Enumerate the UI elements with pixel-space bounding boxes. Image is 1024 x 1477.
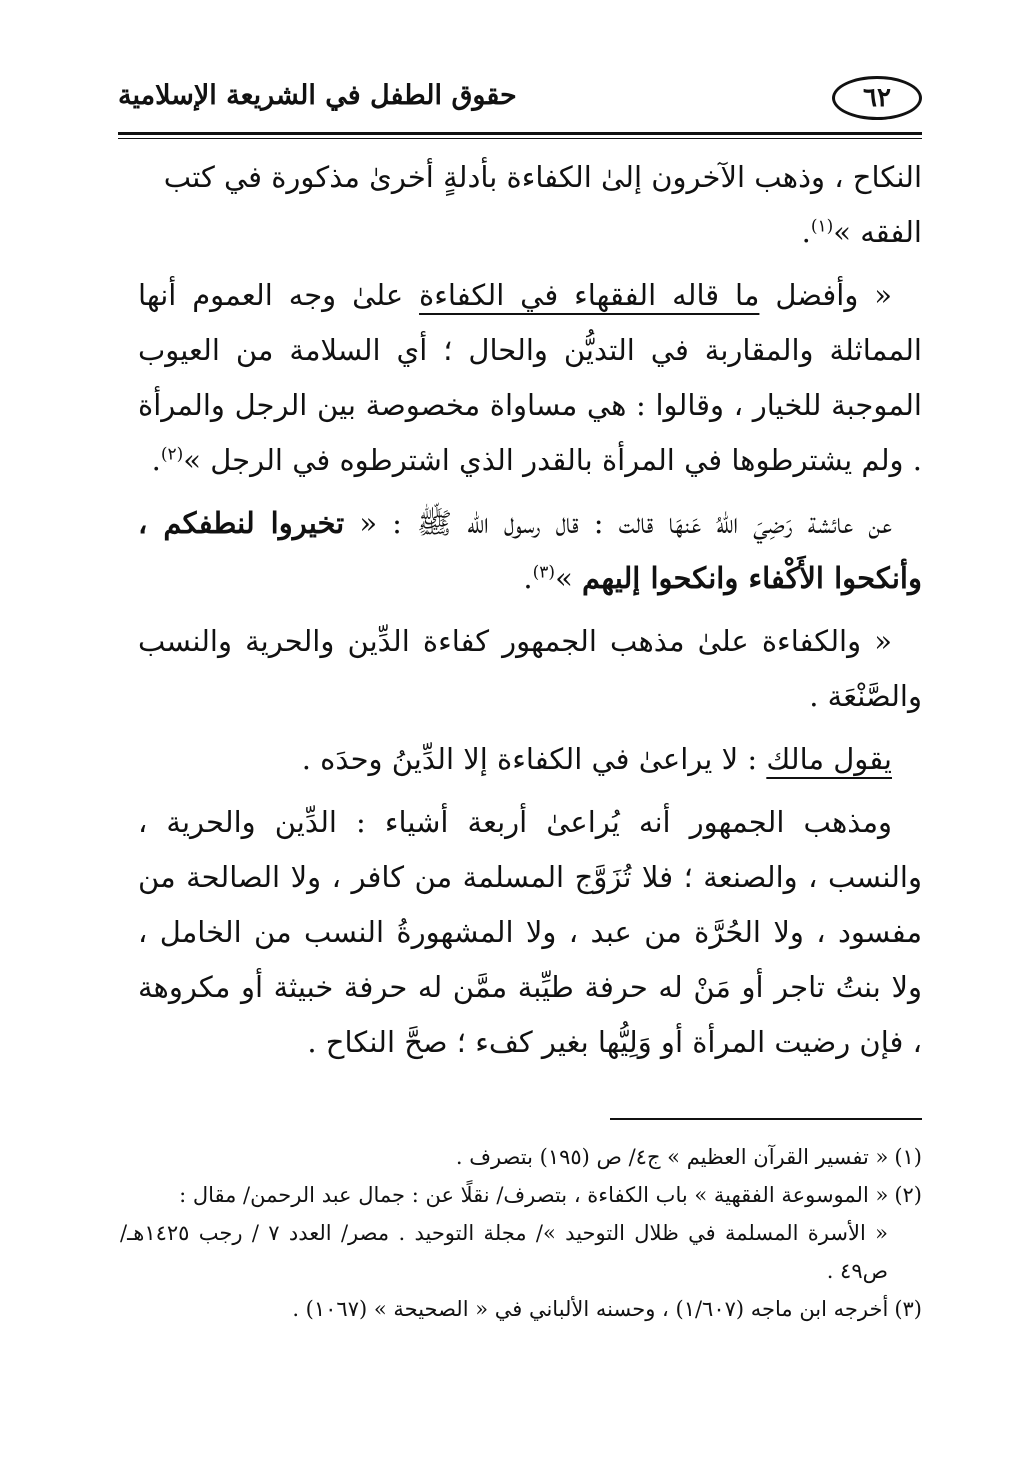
footnotes xyxy=(120,1138,922,1328)
paragraph-1-line-2: الفقه » xyxy=(833,215,922,249)
header-rule-thick xyxy=(118,132,922,135)
page-header xyxy=(118,70,922,140)
paragraph-1-line-1: النكاح ، وذهب الآخرون إلىٰ الكفاءة بأدلةٍ أخرىٰ مذكورة في كتب xyxy=(163,160,922,194)
paragraph-4: « والكفاءة علىٰ مذهب الجمهور كفاءة الدِّين والحرية والنسب والصَّنْعَة . xyxy=(138,624,922,713)
book-title: حقوق الطفل في الشريعة الإسلامية xyxy=(118,80,517,111)
paragraph-5-underlined: يقول مالك xyxy=(766,742,892,776)
footnote-ref-2[interactable]: (٢) xyxy=(160,444,184,465)
paragraph-2-open: « وأفضل xyxy=(759,278,892,312)
footnote-2-text: « الموسوعة الفقهية » باب الكفاءة ، بتصرف/ نقلًا عن : جمال عبد الرحمن/ مقال : xyxy=(179,1183,889,1207)
paragraph-3-close: » xyxy=(555,561,583,595)
header-rule-thin xyxy=(118,138,922,139)
footnote-1 xyxy=(120,1138,922,1176)
paragraph-2 xyxy=(138,268,922,488)
paragraph-5 xyxy=(138,732,922,787)
paragraph-6: ومذهب الجمهور أنه يُراعىٰ أربعة أشياء : الدِّين والحرية ، والنسب ، والصنعة ؛ فلا تُزَوَّج المسلمة من كافر ، ولا الصالحة من مفسود ، ولا الحُرَّة من عبد ، ولا المشهورةُ النسب من الخامل ، ولا بنتُ تاجر أو مَنْ له حرفة طيِّبة ممَّن له حرفة خبيثة أو مكروهة ، فإن رضيت المرأة أو وَلِيُّها بغير كفء ؛ صحَّ النكاح . xyxy=(138,805,922,1059)
paragraph-2-end: . xyxy=(151,443,161,477)
paragraph-3 xyxy=(138,496,922,606)
paragraph-3-end: . xyxy=(523,561,533,595)
main-text xyxy=(138,150,922,1078)
page-number: ٦٢ xyxy=(832,76,922,120)
paragraph-2-underlined: ما قاله الفقهاء في الكفاءة xyxy=(419,278,760,312)
footnote-3-text: أخرجه ابن ماجه (١/٦٠٧) ، وحسنه الألباني في « الصحيحة » (١٠٦٧) . xyxy=(292,1297,889,1321)
hadith-text: تخيروا لنطفكم ، وأنكحوا الأَكْفاء وانكحوا إليهم xyxy=(138,506,922,595)
footnote-1-number: (١) xyxy=(894,1145,922,1169)
paragraph-1 xyxy=(138,150,922,260)
footnote-2 xyxy=(120,1176,922,1214)
footnote-1-text: « تفسير القرآن العظيم » ج٤/ ص (١٩٥) بتصرف . xyxy=(455,1145,889,1169)
footnote-separator xyxy=(610,1118,922,1120)
paragraph-3-intro: عن عائشة رَضِيَ اللهُ عَنهَا قالت : قال رسول اللّه ﷺ : « xyxy=(344,506,892,540)
paragraph-2-rest: علىٰ وجه العموم أنها المماثلة والمقاربة في التديُّن والحال ؛ أي السلامة من العيوب الموجبة للخيار ، وقالوا : هي مساواة مخصوصة بين الرجل والمرأة . ولم يشترطوها في المرأة بالقدر الذي اشترطوه في الرجل » xyxy=(138,278,922,477)
footnote-ref-3[interactable]: (٣) xyxy=(532,562,556,583)
footnote-2-number: (٢) xyxy=(894,1183,922,1207)
paragraph-5-rest: : لا يراعىٰ في الكفاءة إلا الدِّينُ وحدَه . xyxy=(301,742,767,776)
footnote-3-number: (٣) xyxy=(894,1297,922,1321)
footnote-3 xyxy=(120,1290,922,1328)
footnote-ref-1[interactable]: (١) xyxy=(810,216,834,237)
paragraph-1-end: . xyxy=(801,215,811,249)
footnote-2-continuation: « الأسرة المسلمة في ظلال التوحيد »/ مجلة التوحيد . مصر/ العدد ٧ / رجب ١٤٢٥هـ/ ص٤٩ . xyxy=(120,1221,888,1283)
